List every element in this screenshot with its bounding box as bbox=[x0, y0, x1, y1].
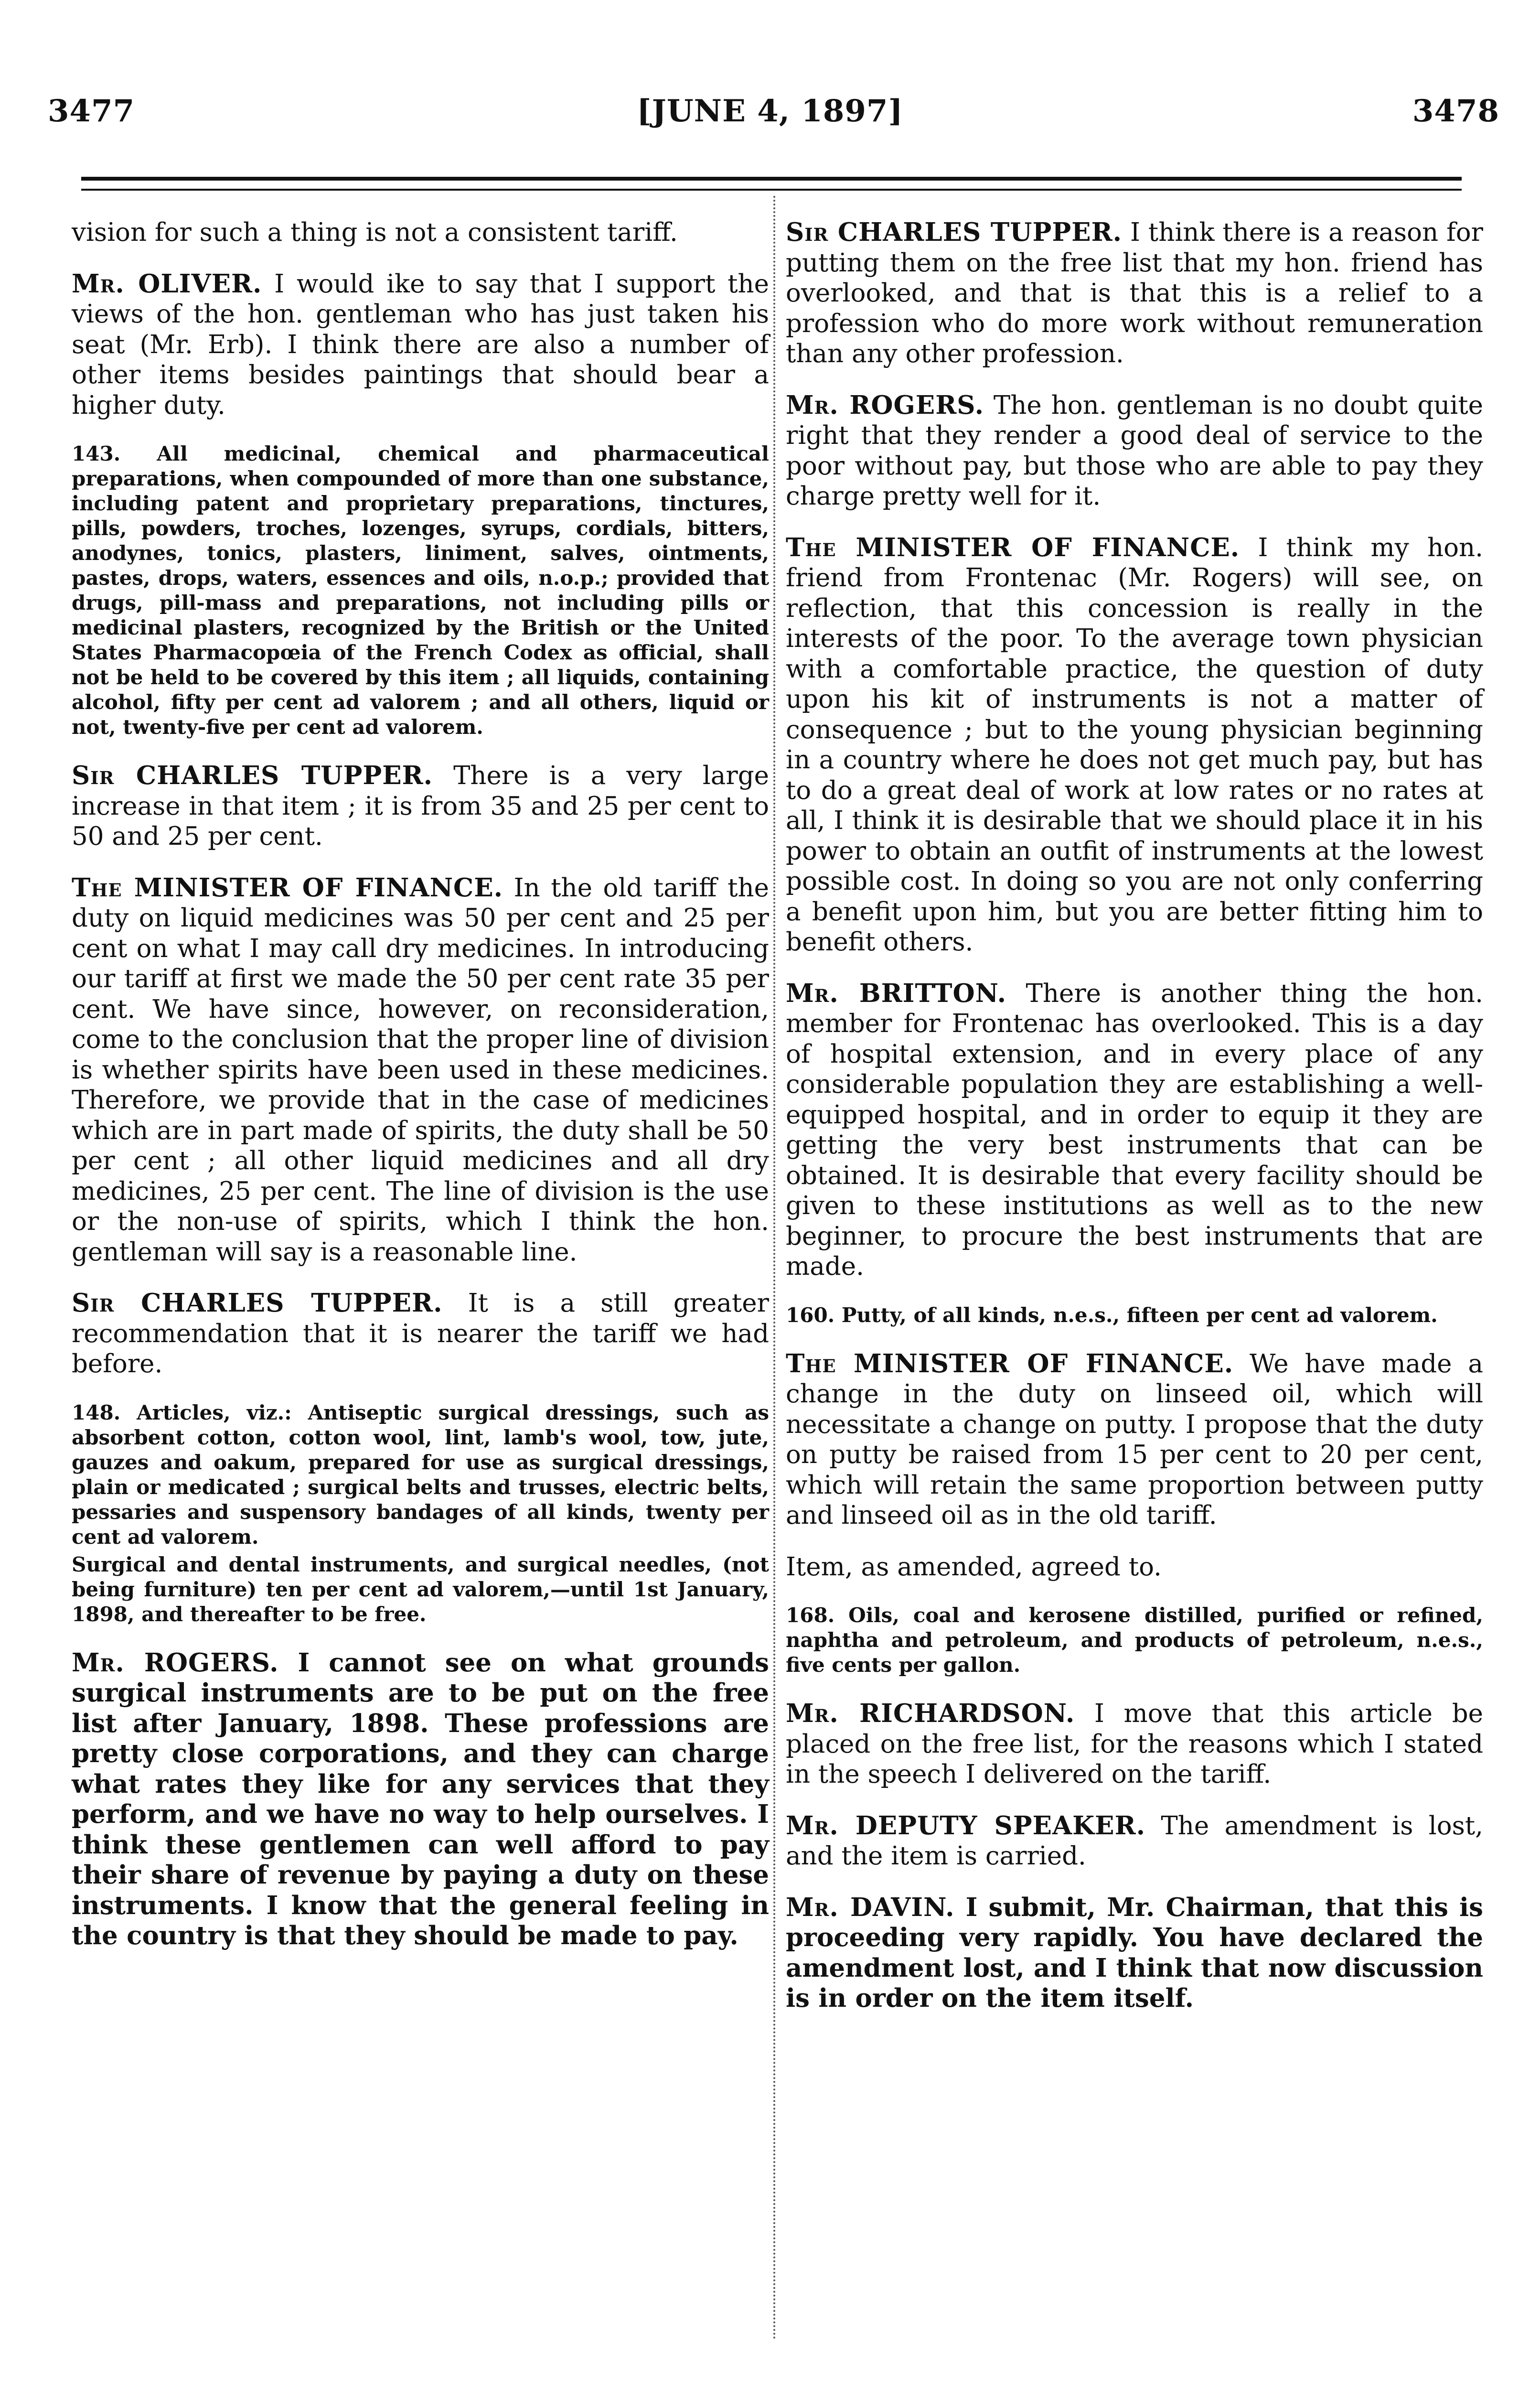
paragraph-text: I think there is a reason for putting them on the free list that my hon. friend has overlooked, and that is that this is a relief to a profession who do more work without remuneration than any other profession. bbox=[786, 218, 1483, 368]
paragraph bbox=[786, 1811, 1483, 1872]
speaker-name: Mr. ROGERS. bbox=[72, 1647, 279, 1678]
speaker-name: Mr. BRITTON. bbox=[786, 978, 1007, 1008]
speaker-name: Mr. DEPUTY SPEAKER. bbox=[786, 1810, 1146, 1840]
tariff-item-160: 160. Putty, of all kinds, n.e.s., fifteen per cent ad valorem. bbox=[786, 1303, 1438, 1327]
paragraph bbox=[72, 217, 769, 248]
speaker-name: Sir CHARLES TUPPER. bbox=[72, 1288, 443, 1318]
column-divider bbox=[773, 196, 775, 2341]
paragraph bbox=[786, 217, 1483, 369]
speaker-name: Mr. OLIVER. bbox=[72, 269, 262, 299]
paragraph bbox=[786, 1349, 1483, 1531]
paragraph bbox=[72, 761, 769, 852]
speaker-name: The MINISTER OF FINANCE. bbox=[786, 532, 1240, 562]
header-rule-thin bbox=[81, 189, 1462, 191]
paragraph-text: In the old tariff the duty on liquid medicines was 50 per cent and 25 per cent on what I may call dry medicines. In introducing our tariff at first we made the 50 per cent rate 35 per cent. We have since, however, on reconsideration, come to the conclusion that the proper line of division is whether spirits have been used in these medicines. Therefore, we provide that in the case of medicines which are in part made of spirits, the duty shall be 50 per cent ; all other liquid medicines and all dry medicines, 25 per cent. The line of division is the use or the non-use of spirits, which I think the hon. gentleman will say is a reasonable line. bbox=[72, 873, 769, 1267]
paragraph-text: The amendment is lost, and the item is carried. bbox=[786, 1811, 1483, 1871]
speaker-name: Mr. DAVIN. bbox=[786, 1892, 955, 1922]
paragraph-text: The hon. gentleman is no doubt quite right that they render a good deal of service to the poor without pay, but those who are able to pay they charge pretty well for it. bbox=[786, 390, 1483, 511]
page-date: [JUNE 4, 1897] bbox=[637, 93, 903, 129]
paragraph bbox=[786, 1699, 1483, 1790]
paragraph-text: I submit, Mr. Chairman, that this is proceeding very rapidly. You have declared the amendment lost, and I think that now discussion is in order on the item itself. bbox=[786, 1892, 1483, 2013]
paragraph-text: I think my hon. friend from Frontenac (Mr. Rogers) will see, on reflection, that this concession is really in the interests of the poor. To the average town physician with a comfortable practice, the question of duty upon his kit of instruments is not a matter of consequence ; but to the young physician beginning in a country where he does not get much pay, but has to do a great deal of work at low rates or no rates at all, I think it is desirable that we should place it in his power to obtain an outfit of instruments at the lowest possible cost. In doing so you are not only conferring a benefit upon him, but you are better fitting him to benefit others. bbox=[786, 533, 1483, 957]
left-column bbox=[72, 217, 769, 1972]
right-page-number: 3478 bbox=[1412, 93, 1499, 129]
speaker-name: The MINISTER OF FINANCE. bbox=[786, 1348, 1234, 1378]
paragraph bbox=[786, 533, 1483, 958]
paragraph-text: I move that this article be placed on the free list, for the reasons which I stated in the speech I delivered on the tariff. bbox=[786, 1699, 1483, 1789]
paragraph bbox=[786, 390, 1483, 512]
right-column bbox=[786, 217, 1483, 2035]
speaker-name: Mr. ROGERS. bbox=[786, 390, 984, 420]
paragraph-text: There is a very large increase in that item ; it is from 35 and 25 per cent to 50 and 25 per cent. bbox=[72, 761, 770, 851]
tariff-item-148: 148. Articles, viz.: Antiseptic surgical dressings, such as absorbent cotton, cotton wool, lint, lamb's wool, tow, jute, gauzes and oakum, prepared for use as surgical dressings, plain or medicated ; surgical belts and trusses, electric belts, pessaries and suspensory bandages of all kinds, twenty per cent ad valorem. bbox=[72, 1400, 769, 1549]
paragraph-text: vision for such a thing is not a consistent tariff. bbox=[72, 218, 678, 247]
paragraph bbox=[72, 1648, 769, 1951]
paragraph-text: It is a still greater recommendation that it is nearer the tariff we had before. bbox=[72, 1289, 769, 1378]
left-page-number: 3477 bbox=[48, 93, 135, 129]
paragraph-text: We have made a change in the duty on linseed oil, which will necessitate a change on putty. I propose that the duty on putty be raised from 15 per cent to 20 per cent, which will retain the same proportion between putty and linseed oil as in the old tariff. bbox=[786, 1349, 1483, 1530]
paragraph bbox=[786, 1552, 1483, 1582]
header-rule-thick bbox=[81, 177, 1462, 181]
speaker-name: Sir CHARLES TUPPER. bbox=[72, 761, 433, 790]
page-header bbox=[0, 0, 1540, 143]
paragraph-text: I cannot see on what grounds surgical instruments are to be put on the free list after January, 1898. These professions are pretty close corporations, and they can charge what rates they like for any services that they perform, and we have no way to help ourselves. I think these gentlemen can well afford to pay their share of revenue by paying a duty on these instruments. I know that the general feeling in the country is that they should be made to pay. bbox=[72, 1647, 769, 1950]
speaker-name: Mr. RICHARDSON. bbox=[786, 1699, 1075, 1728]
speaker-name: The MINISTER OF FINANCE. bbox=[72, 872, 503, 903]
paragraph bbox=[786, 1893, 1483, 2014]
paragraph-text: Item, as amended, agreed to. bbox=[786, 1552, 1162, 1582]
paragraph bbox=[786, 979, 1483, 1282]
paragraph-text: There is another thing the hon. member for Frontenac has overlooked. This is a day of hospital extension, and in every place of any considerable population they are establishing a well-equipped hospital, and in order to equip it they are getting the very best instruments that can be obtained. It is desirable that every facility should be given to these institutions as well as to the new beginner, to procure the best instruments that are made. bbox=[786, 979, 1484, 1281]
speaker-name: Sir CHARLES TUPPER. bbox=[786, 217, 1123, 247]
paragraph bbox=[72, 1288, 769, 1379]
tariff-item-148-instruments: Surgical and dental instruments, and surgical needles, (not being furniture) ten per cent ad valorem,—until 1st January, 1898, and thereafter to be free. bbox=[72, 1552, 769, 1626]
paragraph bbox=[72, 269, 769, 421]
tariff-item-168: 168. Oils, coal and kerosene distilled, purified or refined, naphtha and petroleum, and products of petroleum, n.e.s., five cents per gallon. bbox=[786, 1603, 1483, 1677]
tariff-item-143: 143. All medicinal, chemical and pharmaceutical preparations, when compounded of more than one substance, including patent and proprietary preparations, tinctures, pills, powders, troches, lozenges, syrups, cordials, bitters, anodynes, tonics, plasters, liniment, salves, ointments, pastes, drops, waters, essences and oils, n.o.p.; provided that drugs, pill-mass and preparations, not including pills or medicinal plasters, recognized by the British or the United States Pharmacopœia of the French Codex as official, shall not be held to be covered by this item ; all liquids, containing alcohol, fifty per cent ad valorem ; and all others, liquid or not, twenty-five per cent ad valorem. bbox=[72, 442, 769, 739]
paragraph-text: I would ike to say that I support the views of the hon. gentleman who has just taken his seat (Mr. Erb). I think there are also a number of other items besides paintings that should bear a higher duty. bbox=[72, 269, 769, 420]
paragraph bbox=[72, 873, 769, 1268]
